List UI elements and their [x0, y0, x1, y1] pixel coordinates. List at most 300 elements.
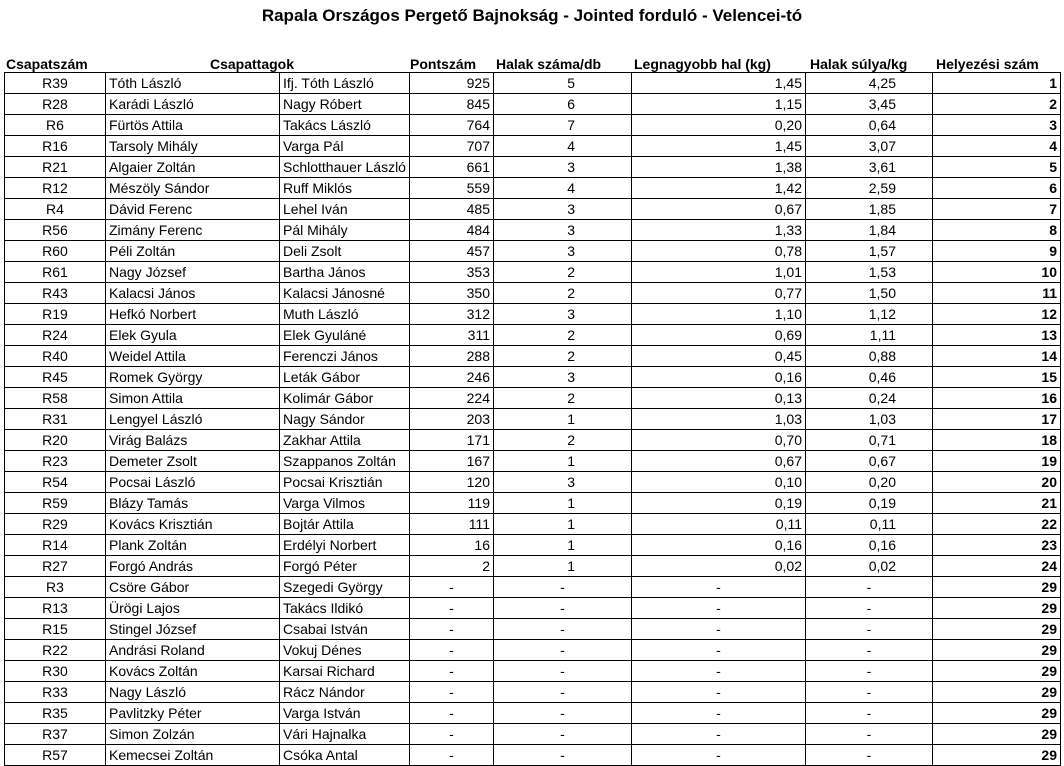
member1-cell: Fürtös Attila — [106, 115, 280, 136]
team-number-cell: R3 — [5, 577, 106, 598]
rank-cell: 20 — [933, 472, 1061, 493]
points-cell: 224 — [410, 388, 494, 409]
member1-cell: Ürögi Lajos — [106, 598, 280, 619]
table-row — [5, 346, 1061, 367]
biggest-fish-cell: 0,02 — [632, 556, 806, 577]
fish-weight-cell: 1,85 — [806, 199, 933, 220]
biggest-fish-cell: - — [632, 682, 806, 703]
member1-cell: Dávid Ferenc — [106, 199, 280, 220]
points-cell: 167 — [410, 451, 494, 472]
points-cell: - — [410, 577, 494, 598]
team-number-cell: R35 — [5, 703, 106, 724]
biggest-fish-cell: 1,01 — [632, 262, 806, 283]
fish-count-cell: 3 — [494, 241, 632, 262]
table-row — [5, 115, 1061, 136]
table-row — [5, 283, 1061, 304]
member2-cell: Deli Zsolt — [280, 241, 410, 262]
team-number-cell: R22 — [5, 640, 106, 661]
fish-count-cell: 2 — [494, 346, 632, 367]
rank-cell: 8 — [933, 220, 1061, 241]
team-number-cell: R28 — [5, 94, 106, 115]
fish-weight-cell: 0,71 — [806, 430, 933, 451]
member1-cell: Plank Zoltán — [106, 535, 280, 556]
table-row — [5, 241, 1061, 262]
header-rank: Helyezési szám — [936, 56, 1039, 72]
rank-cell: 5 — [933, 157, 1061, 178]
member1-cell: Andrási Roland — [106, 640, 280, 661]
biggest-fish-cell: - — [632, 577, 806, 598]
table-row — [5, 262, 1061, 283]
team-number-cell: R6 — [5, 115, 106, 136]
member2-cell: Bojtár Attila — [280, 514, 410, 535]
points-cell: 350 — [410, 283, 494, 304]
table-row — [5, 136, 1061, 157]
member1-cell: Nagy József — [106, 262, 280, 283]
fish-count-cell: 5 — [494, 73, 632, 94]
header-fish-weight: Halak súlya/kg — [810, 56, 908, 72]
member2-cell: Szappanos Zoltán — [280, 451, 410, 472]
member1-cell: Tóth László — [106, 73, 280, 94]
points-cell: 111 — [410, 514, 494, 535]
member2-cell: Pál Mihály — [280, 220, 410, 241]
member2-cell: Ifj. Tóth László — [280, 73, 410, 94]
points-cell: 457 — [410, 241, 494, 262]
rank-cell: 29 — [933, 682, 1061, 703]
biggest-fish-cell: 0,13 — [632, 388, 806, 409]
member2-cell: Vokuj Dénes — [280, 640, 410, 661]
header-members: Csapattagok — [210, 56, 295, 72]
fish-weight-cell: 3,61 — [806, 157, 933, 178]
points-cell: 353 — [410, 262, 494, 283]
page-title: Rapala Országos Pergető Bajnokság - Jointed forduló - Velencei-tó — [261, 6, 803, 25]
fish-count-cell: 2 — [494, 430, 632, 451]
fish-weight-cell: - — [806, 598, 933, 619]
points-cell: - — [410, 724, 494, 745]
member2-cell: Ruff Miklós — [280, 178, 410, 199]
team-number-cell: R37 — [5, 724, 106, 745]
member1-cell: Hefkó Norbert — [106, 304, 280, 325]
points-cell: 484 — [410, 220, 494, 241]
fish-weight-cell: 1,11 — [806, 325, 933, 346]
fish-count-cell: - — [494, 745, 632, 766]
member2-cell: Varga Pál — [280, 136, 410, 157]
points-cell: 120 — [410, 472, 494, 493]
team-number-cell: R30 — [5, 661, 106, 682]
team-number-cell: R19 — [5, 304, 106, 325]
team-number-cell: R15 — [5, 619, 106, 640]
results-table — [4, 72, 1061, 766]
points-cell: 485 — [410, 199, 494, 220]
biggest-fish-cell: 0,78 — [632, 241, 806, 262]
fish-count-cell: 2 — [494, 283, 632, 304]
biggest-fish-cell: 0,45 — [632, 346, 806, 367]
member2-cell: Varga István — [280, 703, 410, 724]
biggest-fish-cell: - — [632, 640, 806, 661]
member2-cell: Leták Gábor — [280, 367, 410, 388]
team-number-cell: R61 — [5, 262, 106, 283]
rank-cell: 7 — [933, 199, 1061, 220]
fish-count-cell: - — [494, 640, 632, 661]
member2-cell: Rácz Nándor — [280, 682, 410, 703]
member1-cell: Stingel József — [106, 619, 280, 640]
team-number-cell: R54 — [5, 472, 106, 493]
fish-count-cell: - — [494, 682, 632, 703]
fish-weight-cell: - — [806, 703, 933, 724]
fish-count-cell: 2 — [494, 262, 632, 283]
points-cell: - — [410, 640, 494, 661]
member1-cell: Kalacsi János — [106, 283, 280, 304]
fish-count-cell: - — [494, 577, 632, 598]
fish-count-cell: 6 — [494, 94, 632, 115]
member1-cell: Blázy Tamás — [106, 493, 280, 514]
member1-cell: Kovács Zoltán — [106, 661, 280, 682]
fish-count-cell: 1 — [494, 514, 632, 535]
biggest-fish-cell: 1,38 — [632, 157, 806, 178]
table-row — [5, 619, 1061, 640]
header-points: Pontszám — [410, 56, 477, 72]
table-row — [5, 430, 1061, 451]
fish-weight-cell: 1,12 — [806, 304, 933, 325]
fish-count-cell: 7 — [494, 115, 632, 136]
team-number-cell: R57 — [5, 745, 106, 766]
biggest-fish-cell: - — [632, 619, 806, 640]
biggest-fish-cell: 0,70 — [632, 430, 806, 451]
biggest-fish-cell: 0,11 — [632, 514, 806, 535]
table-row — [5, 157, 1061, 178]
fish-count-cell: 1 — [494, 556, 632, 577]
member1-cell: Kovács Krisztián — [106, 514, 280, 535]
member1-cell: Elek Gyula — [106, 325, 280, 346]
header-team-number: Csapatszám — [6, 56, 88, 72]
member2-cell: Zakhar Attila — [280, 430, 410, 451]
fish-weight-cell: 0,46 — [806, 367, 933, 388]
member1-cell: Simon Attila — [106, 388, 280, 409]
member1-cell: Romek György — [106, 367, 280, 388]
team-number-cell: R23 — [5, 451, 106, 472]
member2-cell: Bartha János — [280, 262, 410, 283]
fish-count-cell: 3 — [494, 199, 632, 220]
rank-cell: 29 — [933, 577, 1061, 598]
fish-count-cell: 3 — [494, 472, 632, 493]
team-number-cell: R33 — [5, 682, 106, 703]
rank-cell: 10 — [933, 262, 1061, 283]
fish-weight-cell: - — [806, 724, 933, 745]
fish-count-cell: 4 — [494, 136, 632, 157]
points-cell: 311 — [410, 325, 494, 346]
fish-weight-cell: 0,11 — [806, 514, 933, 535]
fish-weight-cell: 0,16 — [806, 535, 933, 556]
fish-count-cell: 3 — [494, 220, 632, 241]
rank-cell: 24 — [933, 556, 1061, 577]
member2-cell: Elek Gyuláné — [280, 325, 410, 346]
table-row — [5, 388, 1061, 409]
biggest-fish-cell: 1,03 — [632, 409, 806, 430]
member2-cell: Varga Vilmos — [280, 493, 410, 514]
team-number-cell: R21 — [5, 157, 106, 178]
member2-cell: Schlotthauer László — [280, 157, 410, 178]
biggest-fish-cell: - — [632, 661, 806, 682]
biggest-fish-cell: 1,10 — [632, 304, 806, 325]
team-number-cell: R20 — [5, 430, 106, 451]
fish-count-cell: - — [494, 661, 632, 682]
team-number-cell: R60 — [5, 241, 106, 262]
rank-cell: 16 — [933, 388, 1061, 409]
team-number-cell: R24 — [5, 325, 106, 346]
member1-cell: Kemecsei Zoltán — [106, 745, 280, 766]
fish-count-cell: 1 — [494, 535, 632, 556]
rank-cell: 19 — [933, 451, 1061, 472]
member2-cell: Takács Ildikó — [280, 598, 410, 619]
points-cell: 845 — [410, 94, 494, 115]
rank-cell: 29 — [933, 598, 1061, 619]
member1-cell: Virág Balázs — [106, 430, 280, 451]
team-number-cell: R58 — [5, 388, 106, 409]
member1-cell: Algaier Zoltán — [106, 157, 280, 178]
rank-cell: 29 — [933, 724, 1061, 745]
biggest-fish-cell: 0,20 — [632, 115, 806, 136]
table-row — [5, 703, 1061, 724]
fish-count-cell: 4 — [494, 178, 632, 199]
member2-cell: Pocsai Krisztián — [280, 472, 410, 493]
member2-cell: Lehel Iván — [280, 199, 410, 220]
points-cell: 661 — [410, 157, 494, 178]
table-row — [5, 577, 1061, 598]
rank-cell: 11 — [933, 283, 1061, 304]
points-cell: 764 — [410, 115, 494, 136]
fish-count-cell: - — [494, 619, 632, 640]
table-row — [5, 724, 1061, 745]
biggest-fish-cell: 1,33 — [632, 220, 806, 241]
biggest-fish-cell: - — [632, 724, 806, 745]
member1-cell: Csöre Gábor — [106, 577, 280, 598]
fish-weight-cell: 1,57 — [806, 241, 933, 262]
team-number-cell: R31 — [5, 409, 106, 430]
points-cell: 707 — [410, 136, 494, 157]
team-number-cell: R56 — [5, 220, 106, 241]
team-number-cell: R39 — [5, 73, 106, 94]
points-cell: 559 — [410, 178, 494, 199]
fish-count-cell: 1 — [494, 451, 632, 472]
points-cell: 119 — [410, 493, 494, 514]
table-row — [5, 409, 1061, 430]
table-row — [5, 514, 1061, 535]
fish-weight-cell: - — [806, 640, 933, 661]
points-cell: 2 — [410, 556, 494, 577]
fish-weight-cell: 0,20 — [806, 472, 933, 493]
header-fish-count: Halak száma/db — [496, 56, 602, 72]
member2-cell: Vári Hajnalka — [280, 724, 410, 745]
fish-weight-cell: - — [806, 682, 933, 703]
table-row — [5, 178, 1061, 199]
fish-weight-cell: 0,19 — [806, 493, 933, 514]
rank-cell: 2 — [933, 94, 1061, 115]
member1-cell: Forgó András — [106, 556, 280, 577]
fish-count-cell: 1 — [494, 409, 632, 430]
points-cell: 203 — [410, 409, 494, 430]
rank-cell: 29 — [933, 640, 1061, 661]
biggest-fish-cell: 0,69 — [632, 325, 806, 346]
team-number-cell: R29 — [5, 514, 106, 535]
rank-cell: 17 — [933, 409, 1061, 430]
member1-cell: Simon Zolzán — [106, 724, 280, 745]
table-row — [5, 367, 1061, 388]
table-row — [5, 493, 1061, 514]
points-cell: 171 — [410, 430, 494, 451]
table-row — [5, 745, 1061, 766]
rank-cell: 15 — [933, 367, 1061, 388]
fish-weight-cell: 1,03 — [806, 409, 933, 430]
fish-weight-cell: 0,24 — [806, 388, 933, 409]
member1-cell: Zimány Ferenc — [106, 220, 280, 241]
fish-weight-cell: 1,50 — [806, 283, 933, 304]
fish-weight-cell: 0,64 — [806, 115, 933, 136]
fish-weight-cell: 2,59 — [806, 178, 933, 199]
rank-cell: 29 — [933, 661, 1061, 682]
member2-cell: Kalacsi Jánosné — [280, 283, 410, 304]
table-row — [5, 220, 1061, 241]
biggest-fish-cell: 0,10 — [632, 472, 806, 493]
rank-cell: 22 — [933, 514, 1061, 535]
biggest-fish-cell: 1,42 — [632, 178, 806, 199]
table-row — [5, 661, 1061, 682]
team-number-cell: R59 — [5, 493, 106, 514]
team-number-cell: R27 — [5, 556, 106, 577]
member2-cell: Szegedi György — [280, 577, 410, 598]
biggest-fish-cell: - — [632, 703, 806, 724]
points-cell: 288 — [410, 346, 494, 367]
fish-count-cell: 3 — [494, 157, 632, 178]
table-row — [5, 535, 1061, 556]
team-number-cell: R40 — [5, 346, 106, 367]
table-row — [5, 304, 1061, 325]
rank-cell: 6 — [933, 178, 1061, 199]
biggest-fish-cell: 0,67 — [632, 451, 806, 472]
member1-cell: Lengyel László — [106, 409, 280, 430]
fish-weight-cell: 0,88 — [806, 346, 933, 367]
member2-cell: Takács László — [280, 115, 410, 136]
points-cell: - — [410, 619, 494, 640]
table-row — [5, 94, 1061, 115]
fish-count-cell: - — [494, 703, 632, 724]
rank-cell: 29 — [933, 619, 1061, 640]
member1-cell: Weidel Attila — [106, 346, 280, 367]
biggest-fish-cell: 0,19 — [632, 493, 806, 514]
member1-cell: Pavlitzky Péter — [106, 703, 280, 724]
team-number-cell: R43 — [5, 283, 106, 304]
rank-cell: 29 — [933, 703, 1061, 724]
member2-cell: Csabai István — [280, 619, 410, 640]
fish-weight-cell: 1,84 — [806, 220, 933, 241]
team-number-cell: R16 — [5, 136, 106, 157]
fish-weight-cell: - — [806, 577, 933, 598]
fish-weight-cell: - — [806, 745, 933, 766]
member2-cell: Ferenczi János — [280, 346, 410, 367]
fish-count-cell: - — [494, 598, 632, 619]
fish-count-cell: 3 — [494, 304, 632, 325]
member2-cell: Karsai Richard — [280, 661, 410, 682]
table-row — [5, 199, 1061, 220]
table-row — [5, 451, 1061, 472]
member1-cell: Mészöly Sándor — [106, 178, 280, 199]
table-row — [5, 556, 1061, 577]
team-number-cell: R14 — [5, 535, 106, 556]
biggest-fish-cell: 1,15 — [632, 94, 806, 115]
points-cell: 925 — [410, 73, 494, 94]
member1-cell: Pocsai László — [106, 472, 280, 493]
table-row — [5, 598, 1061, 619]
table-row — [5, 73, 1061, 94]
member1-cell: Nagy László — [106, 682, 280, 703]
fish-weight-cell: 3,07 — [806, 136, 933, 157]
member1-cell: Tarsoly Mihály — [106, 136, 280, 157]
rank-cell: 29 — [933, 745, 1061, 766]
member2-cell: Nagy Róbert — [280, 94, 410, 115]
fish-count-cell: - — [494, 724, 632, 745]
fish-count-cell: 2 — [494, 325, 632, 346]
team-number-cell: R13 — [5, 598, 106, 619]
team-number-cell: R12 — [5, 178, 106, 199]
member1-cell: Péli Zoltán — [106, 241, 280, 262]
fish-weight-cell: - — [806, 619, 933, 640]
header-biggest-fish: Legnagyobb hal (kg) — [634, 56, 771, 72]
fish-weight-cell: 3,45 — [806, 94, 933, 115]
member1-cell: Karádi László — [106, 94, 280, 115]
table-row — [5, 472, 1061, 493]
biggest-fish-cell: 1,45 — [632, 73, 806, 94]
fish-count-cell: 3 — [494, 367, 632, 388]
fish-weight-cell: 0,02 — [806, 556, 933, 577]
member1-cell: Demeter Zsolt — [106, 451, 280, 472]
points-cell: - — [410, 661, 494, 682]
member2-cell: Csóka Antal — [280, 745, 410, 766]
points-cell: - — [410, 598, 494, 619]
fish-weight-cell: 1,53 — [806, 262, 933, 283]
rank-cell: 12 — [933, 304, 1061, 325]
biggest-fish-cell: - — [632, 598, 806, 619]
member2-cell: Muth László — [280, 304, 410, 325]
rank-cell: 4 — [933, 136, 1061, 157]
points-cell: 246 — [410, 367, 494, 388]
points-cell: - — [410, 703, 494, 724]
fish-count-cell: 2 — [494, 388, 632, 409]
rank-cell: 18 — [933, 430, 1061, 451]
table-row — [5, 682, 1061, 703]
biggest-fish-cell: 0,16 — [632, 535, 806, 556]
table-row — [5, 325, 1061, 346]
biggest-fish-cell: 0,77 — [632, 283, 806, 304]
rank-cell: 23 — [933, 535, 1061, 556]
table-row — [5, 640, 1061, 661]
points-cell: 312 — [410, 304, 494, 325]
team-number-cell: R4 — [5, 199, 106, 220]
points-cell: 16 — [410, 535, 494, 556]
fish-weight-cell: 0,67 — [806, 451, 933, 472]
points-cell: - — [410, 682, 494, 703]
biggest-fish-cell: 0,16 — [632, 367, 806, 388]
fish-weight-cell: - — [806, 661, 933, 682]
biggest-fish-cell: 0,67 — [632, 199, 806, 220]
member2-cell: Kolimár Gábor — [280, 388, 410, 409]
rank-cell: 14 — [933, 346, 1061, 367]
biggest-fish-cell: 1,45 — [632, 136, 806, 157]
rank-cell: 3 — [933, 115, 1061, 136]
rank-cell: 13 — [933, 325, 1061, 346]
member2-cell: Erdélyi Norbert — [280, 535, 410, 556]
biggest-fish-cell: - — [632, 745, 806, 766]
member2-cell: Forgó Péter — [280, 556, 410, 577]
member2-cell: Nagy Sándor — [280, 409, 410, 430]
rank-cell: 9 — [933, 241, 1061, 262]
